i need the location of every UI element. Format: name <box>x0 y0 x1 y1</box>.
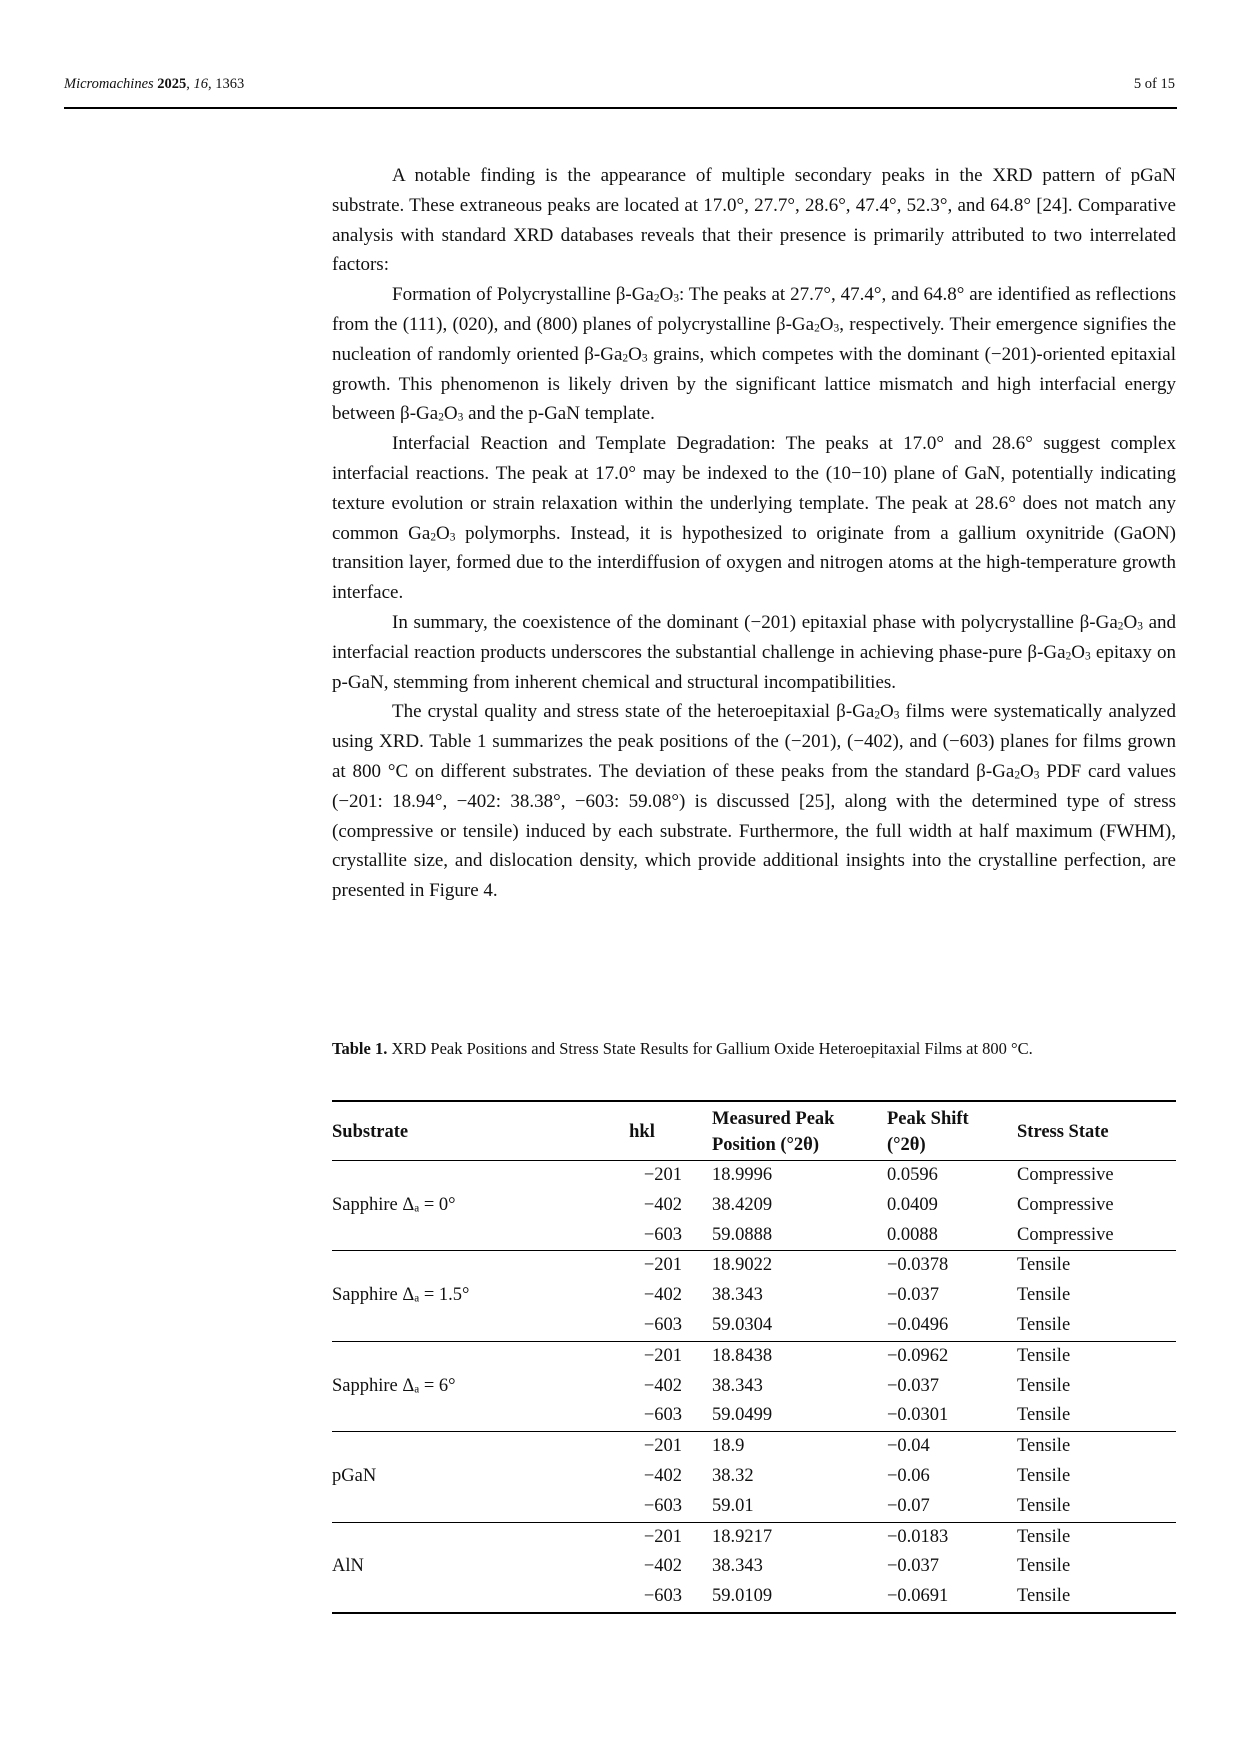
cell-shift: −0.0301 <box>887 1405 949 1426</box>
cell-position: 59.0499 <box>712 1405 773 1426</box>
cell-shift: −0.06 <box>887 1465 930 1486</box>
subscript: 3 <box>1085 650 1091 663</box>
paragraph: In summary, the coexistence of the dominant (−201) epitaxial phase with polycrystalline $\beta-Ga_2O_3$ and interfacial reaction products underscores the substantial challenge in achieving phase-pure $\beta-Ga_2O_3$ epitaxy on p-GaN, stemming from inherent chemical and structural incompatibilities. <box>332 611 1176 693</box>
cell-hkl: −603 <box>643 1495 682 1516</box>
paragraph: The crystal quality and stress state of the heteroepitaxial $\beta-Ga_2O_3$ films were systematically analyzed using XRD. Table 1 summarizes the peak positions of the (−201), (−402), and (−603) planes for films grown at 800 °C on different substrates. The deviation of these peaks from the standard $\beta-Ga_2O_3$ PDF card values (−201: 18.94°, −402: 38.38°, −603: 59.08°) is discussed [25], along with the determined type of stress (compressive or tensile) induced by each substrate. Furthermore, the full width at half maximum (FWHM), crystallite size, and dislocation density, which provide additional insights into the crystalline perfection, are presented in Figure 4. <box>332 701 1176 902</box>
subscript: 3 <box>641 352 648 365</box>
cell-stress: Tensile <box>1017 1465 1071 1486</box>
xrd-peak-table <box>332 1100 1176 1614</box>
cell-position: 18.9996 <box>712 1165 773 1185</box>
cell-shift: −0.0183 <box>887 1526 949 1547</box>
subscript: 3 <box>1137 620 1143 633</box>
subscript: 2 <box>430 531 437 544</box>
cell-position: 59.0888 <box>712 1224 773 1245</box>
header-shift-line2: (°2θ) <box>887 1135 926 1155</box>
header-shift-line1: Peak Shift <box>887 1109 969 1129</box>
subscript: 2 <box>1014 769 1021 782</box>
subscript: 3 <box>1033 769 1040 782</box>
cell-stress: Tensile <box>1017 1586 1071 1607</box>
subscript: a <box>414 1292 420 1305</box>
journal-year: 2025 <box>157 76 187 92</box>
cell-position: 59.01 <box>712 1495 754 1516</box>
table-row <box>332 1522 1176 1552</box>
cell-position: 18.9022 <box>712 1255 773 1276</box>
cell-substrate: Sapphire $\Delta_a = 1.5^\circ$ <box>332 1285 470 1306</box>
cell-hkl: −402 <box>643 1285 682 1306</box>
subscript: 2 <box>1065 650 1072 663</box>
cell-hkl: −603 <box>643 1224 682 1245</box>
journal-citation: Micromachines 2025, 16, 1363 <box>64 76 245 92</box>
cell-stress: Tensile <box>1017 1255 1071 1276</box>
cell-substrate: Sapphire $\Delta_a = 0^\circ$ <box>332 1194 456 1215</box>
running-header <box>64 76 1177 100</box>
cell-hkl: −603 <box>643 1405 682 1426</box>
subscript: a <box>414 1383 420 1396</box>
subscript: 2 <box>653 292 660 305</box>
cell-shift: 0.0088 <box>887 1224 938 1245</box>
paragraph: A notable finding is the appearance of multiple secondary peaks in the XRD pattern of pGaN substrate. These extraneous peaks are located at 17.0°, 27.7°, 28.6°, 47.4°, 52.3°, and 64.8° [24]. Comparative analysis with standard XRD databases reveals that their presence is primarily attributed to two interrelated factors: <box>332 165 1176 276</box>
subscript: 3 <box>457 412 464 425</box>
cell-shift: −0.037 <box>887 1285 940 1306</box>
cell-stress: Tensile <box>1017 1526 1071 1547</box>
article-number: 1363 <box>215 76 245 92</box>
cell-hkl: −603 <box>643 1586 682 1607</box>
subscript: a <box>414 1202 420 1215</box>
header-rule <box>64 107 1177 109</box>
table-label: Table 1. <box>332 1039 388 1058</box>
table-header-row <box>332 1101 1176 1161</box>
cell-position: 38.32 <box>712 1465 754 1486</box>
table-row <box>332 1341 1176 1371</box>
cell-hkl: −201 <box>643 1436 682 1457</box>
cell-stress: Compressive <box>1017 1194 1114 1215</box>
cell-stress: Tensile <box>1017 1375 1071 1396</box>
cell-stress: Tensile <box>1017 1436 1071 1457</box>
cell-hkl: −402 <box>643 1465 682 1486</box>
paragraph: Interfacial Reaction and Template Degradation: The peaks at 17.0° and 28.6° suggest complex interfacial reactions. The peak at 17.0° may be indexed to the (10−10) plane of GaN, potentially indicating texture evolution or strain relaxation within the underlying template. The peak at 28.6° does not match any common $Ga_2O_3$ polymorphs. Instead, it is hypothesized to originate from a gallium oxynitride (GaON) transition layer, formed due to the interdiffusion of oxygen and nitrogen atoms at the high-temperature growth interface. <box>332 433 1176 604</box>
paragraph: Formation of Polycrystalline $\beta-Ga_2O_3$: The peaks at 27.7°, 47.4°, and 64.8° are identified as reflections from the (111), (020), and (800) planes of polycrystalline $\beta-Ga_2O_3$, respectively. Their emergence signifies the nucleation of randomly oriented $\beta-Ga_2O_3$ grains, which competes with the dominant (−201)-oriented epitaxial growth. This phenomenon is likely driven by the significant lattice mismatch and high interfacial energy between $\beta-Ga_2O_3$ and the p-GaN template. <box>332 284 1177 425</box>
cell-shift: −0.0691 <box>887 1586 949 1607</box>
header-stress: Stress State <box>1017 1122 1109 1142</box>
table-row <box>332 1251 1176 1281</box>
header-substrate: Substrate <box>332 1122 409 1142</box>
table-row <box>332 1432 1176 1462</box>
cell-position: 38.343 <box>712 1556 763 1577</box>
cell-stress: Tensile <box>1017 1556 1071 1577</box>
cell-shift: −0.037 <box>887 1556 940 1577</box>
cell-shift: −0.0378 <box>887 1255 949 1276</box>
subscript: 3 <box>673 292 680 305</box>
cell-hkl: −201 <box>643 1345 682 1366</box>
header-shift <box>887 1101 1017 1161</box>
cell-position: 59.0109 <box>712 1586 773 1607</box>
subscript: 3 <box>893 710 900 723</box>
cell-shift: −0.0496 <box>887 1314 949 1335</box>
cell-hkl: −201 <box>643 1165 682 1185</box>
cell-stress: Tensile <box>1017 1314 1071 1335</box>
subscript: 2 <box>438 412 444 425</box>
cell-stress: Compressive <box>1017 1165 1114 1185</box>
header-position-line1: Measured Peak <box>712 1109 835 1129</box>
cell-substrate: AlN <box>332 1556 364 1577</box>
cell-position: 18.9217 <box>712 1526 773 1547</box>
cell-stress: Tensile <box>1017 1285 1071 1306</box>
cell-hkl: −402 <box>643 1375 682 1396</box>
header-hkl: hkl <box>629 1122 655 1142</box>
cell-hkl: −201 <box>643 1526 682 1547</box>
cell-shift: −0.037 <box>887 1375 940 1396</box>
cell-position: 38.343 <box>712 1285 763 1306</box>
table-caption <box>332 1034 1176 1063</box>
cell-hkl: −603 <box>643 1314 682 1335</box>
header-position-line2: Position (°2θ) <box>712 1135 819 1155</box>
subscript: 2 <box>874 710 881 723</box>
table-caption-text: XRD Peak Positions and Stress State Results for Gallium Oxide Heteroepitaxial Films at 800 °C. <box>387 1039 1033 1058</box>
cell-shift: −0.04 <box>887 1436 930 1457</box>
subscript: 3 <box>833 322 840 335</box>
cell-substrate: pGaN <box>332 1465 377 1486</box>
cell-position: 38.343 <box>712 1375 763 1396</box>
header-position <box>712 1101 887 1161</box>
table-body <box>332 1161 1176 1613</box>
cell-stress: Compressive <box>1017 1224 1114 1245</box>
cell-shift: 0.0596 <box>887 1165 938 1185</box>
cell-substrate: Sapphire $\Delta_a = 6^\circ$ <box>332 1375 456 1396</box>
page-number: 5 of 15 <box>1133 76 1175 92</box>
subscript: 2 <box>814 322 820 335</box>
cell-hkl: −402 <box>643 1556 682 1577</box>
cell-shift: 0.0409 <box>887 1194 938 1215</box>
body-text <box>332 161 1176 906</box>
table-row <box>332 1161 1176 1191</box>
cell-position: 18.8438 <box>712 1345 773 1366</box>
cell-position: 59.0304 <box>712 1314 773 1335</box>
cell-stress: Tensile <box>1017 1345 1071 1366</box>
subscript: 2 <box>622 352 629 365</box>
cell-position: 18.9 <box>712 1436 745 1457</box>
subscript: 3 <box>449 531 456 544</box>
subscript: 2 <box>1117 620 1124 633</box>
cell-position: 38.4209 <box>712 1194 773 1215</box>
cell-hkl: −201 <box>643 1255 682 1276</box>
cell-shift: −0.07 <box>887 1495 930 1516</box>
cell-stress: Tensile <box>1017 1495 1071 1516</box>
cell-stress: Tensile <box>1017 1405 1071 1426</box>
cell-shift: −0.0962 <box>887 1345 949 1366</box>
cell-hkl: −402 <box>643 1194 682 1215</box>
journal-volume: 16 <box>193 76 209 92</box>
journal-name: Micromachines <box>64 76 154 92</box>
